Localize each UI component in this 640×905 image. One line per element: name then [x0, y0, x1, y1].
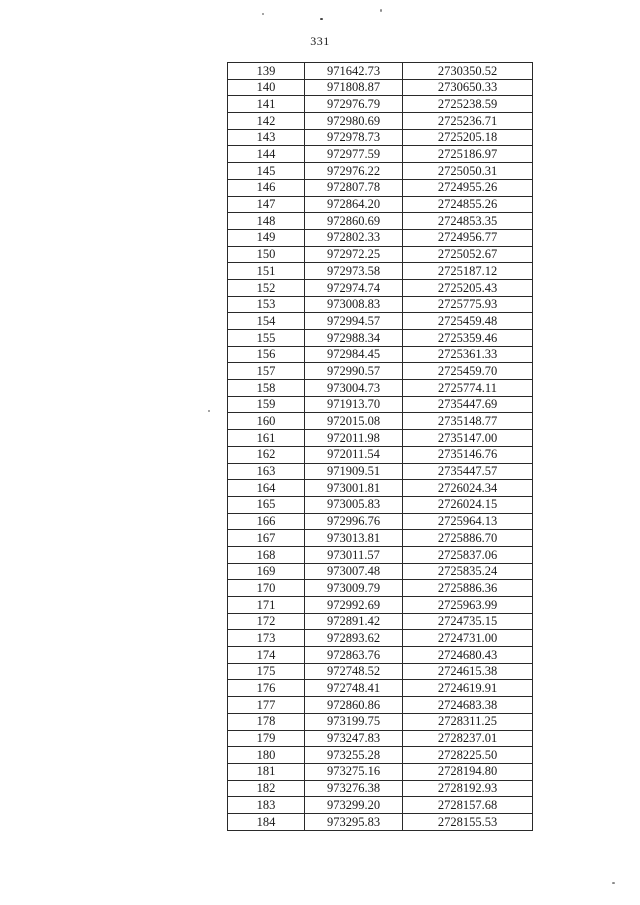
- y-coordinate-cell: 2725052.67: [403, 246, 533, 263]
- y-coordinate-cell: 2724731.00: [403, 630, 533, 647]
- x-coordinate-cell: 972891.42: [305, 613, 403, 630]
- x-coordinate-cell: 972011.54: [305, 446, 403, 463]
- table-row: [228, 496, 533, 513]
- x-coordinate-cell: 972973.58: [305, 263, 403, 280]
- x-coordinate-cell: 972864.20: [305, 196, 403, 213]
- table-row: [228, 630, 533, 647]
- table-row: [228, 346, 533, 363]
- table-row: [228, 430, 533, 447]
- table-row: [228, 396, 533, 413]
- y-coordinate-cell: 2728237.01: [403, 730, 533, 747]
- y-coordinate-cell: 2726024.34: [403, 480, 533, 497]
- y-coordinate-cell: 2728311.25: [403, 713, 533, 730]
- scan-speck: [612, 882, 615, 884]
- point-number-cell: 143: [228, 129, 305, 146]
- table-row: [228, 530, 533, 547]
- point-number-cell: 161: [228, 430, 305, 447]
- x-coordinate-cell: 971909.51: [305, 463, 403, 480]
- x-coordinate-cell: 972860.69: [305, 213, 403, 230]
- point-number-cell: 179: [228, 730, 305, 747]
- x-coordinate-cell: 973275.16: [305, 763, 403, 780]
- x-coordinate-cell: 972988.34: [305, 330, 403, 347]
- table-row: [228, 780, 533, 797]
- coordinate-table: [227, 62, 533, 831]
- point-number-cell: 166: [228, 513, 305, 530]
- y-coordinate-cell: 2724619.91: [403, 680, 533, 697]
- x-coordinate-cell: 973007.48: [305, 563, 403, 580]
- table-row: [228, 330, 533, 347]
- point-number-cell: 158: [228, 380, 305, 397]
- point-number-cell: 176: [228, 680, 305, 697]
- y-coordinate-cell: 2728155.53: [403, 813, 533, 830]
- point-number-cell: 150: [228, 246, 305, 263]
- point-number-cell: 167: [228, 530, 305, 547]
- y-coordinate-cell: 2725186.97: [403, 146, 533, 163]
- table-row: [228, 763, 533, 780]
- x-coordinate-cell: 972860.86: [305, 697, 403, 714]
- point-number-cell: 146: [228, 179, 305, 196]
- x-coordinate-cell: 972893.62: [305, 630, 403, 647]
- y-coordinate-cell: 2724855.26: [403, 196, 533, 213]
- point-number-cell: 140: [228, 79, 305, 96]
- point-number-cell: 178: [228, 713, 305, 730]
- table-row: [228, 129, 533, 146]
- table-row: [228, 697, 533, 714]
- point-number-cell: 144: [228, 146, 305, 163]
- x-coordinate-cell: 972994.57: [305, 313, 403, 330]
- point-number-cell: 162: [228, 446, 305, 463]
- point-number-cell: 156: [228, 346, 305, 363]
- x-coordinate-cell: 972863.76: [305, 647, 403, 664]
- point-number-cell: 183: [228, 797, 305, 814]
- scan-speck: [262, 13, 264, 15]
- y-coordinate-cell: 2725775.93: [403, 296, 533, 313]
- y-coordinate-cell: 2730350.52: [403, 63, 533, 80]
- x-coordinate-cell: 973008.83: [305, 296, 403, 313]
- y-coordinate-cell: 2725187.12: [403, 263, 533, 280]
- y-coordinate-cell: 2725459.70: [403, 363, 533, 380]
- y-coordinate-cell: 2725236.71: [403, 113, 533, 130]
- table-row: [228, 113, 533, 130]
- point-number-cell: 159: [228, 396, 305, 413]
- x-coordinate-cell: 973299.20: [305, 797, 403, 814]
- table-row: [228, 163, 533, 180]
- y-coordinate-cell: 2724615.38: [403, 663, 533, 680]
- table-row: [228, 747, 533, 764]
- table-row: [228, 146, 533, 163]
- table-row: [228, 597, 533, 614]
- x-coordinate-cell: 973247.83: [305, 730, 403, 747]
- point-number-cell: 154: [228, 313, 305, 330]
- table-row: [228, 480, 533, 497]
- table-row: [228, 713, 533, 730]
- y-coordinate-cell: 2735146.76: [403, 446, 533, 463]
- y-coordinate-cell: 2724735.15: [403, 613, 533, 630]
- table-row: [228, 813, 533, 830]
- table-row: [228, 613, 533, 630]
- point-number-cell: 155: [228, 330, 305, 347]
- x-coordinate-cell: 973001.81: [305, 480, 403, 497]
- y-coordinate-cell: 2725359.46: [403, 330, 533, 347]
- y-coordinate-cell: 2730650.33: [403, 79, 533, 96]
- point-number-cell: 153: [228, 296, 305, 313]
- point-number-cell: 163: [228, 463, 305, 480]
- page-number: 331: [310, 34, 330, 48]
- x-coordinate-cell: 972807.78: [305, 179, 403, 196]
- y-coordinate-cell: 2725963.99: [403, 597, 533, 614]
- table-row: [228, 363, 533, 380]
- point-number-cell: 182: [228, 780, 305, 797]
- point-number-cell: 184: [228, 813, 305, 830]
- table-row: [228, 580, 533, 597]
- y-coordinate-cell: 2725205.18: [403, 129, 533, 146]
- table-row: [228, 196, 533, 213]
- y-coordinate-cell: 2735447.57: [403, 463, 533, 480]
- point-number-cell: 173: [228, 630, 305, 647]
- y-coordinate-cell: 2725964.13: [403, 513, 533, 530]
- x-coordinate-cell: 972992.69: [305, 597, 403, 614]
- table-row: [228, 680, 533, 697]
- x-coordinate-cell: 972984.45: [305, 346, 403, 363]
- point-number-cell: 142: [228, 113, 305, 130]
- table-row: [228, 446, 533, 463]
- point-number-cell: 165: [228, 496, 305, 513]
- point-number-cell: 174: [228, 647, 305, 664]
- point-number-cell: 164: [228, 480, 305, 497]
- x-coordinate-cell: 972748.52: [305, 663, 403, 680]
- y-coordinate-cell: 2725774.11: [403, 380, 533, 397]
- y-coordinate-cell: 2724853.35: [403, 213, 533, 230]
- point-number-cell: 149: [228, 229, 305, 246]
- y-coordinate-cell: 2724680.43: [403, 647, 533, 664]
- x-coordinate-cell: 972972.25: [305, 246, 403, 263]
- x-coordinate-cell: 972011.98: [305, 430, 403, 447]
- table-row: [228, 563, 533, 580]
- point-number-cell: 148: [228, 213, 305, 230]
- table-row: [228, 513, 533, 530]
- point-number-cell: 177: [228, 697, 305, 714]
- x-coordinate-cell: 973009.79: [305, 580, 403, 597]
- x-coordinate-cell: 972976.79: [305, 96, 403, 113]
- x-coordinate-cell: 972748.41: [305, 680, 403, 697]
- x-coordinate-cell: 973295.83: [305, 813, 403, 830]
- table-row: [228, 730, 533, 747]
- scan-speck: [380, 9, 382, 12]
- x-coordinate-cell: 972978.73: [305, 129, 403, 146]
- x-coordinate-cell: 971808.87: [305, 79, 403, 96]
- point-number-cell: 141: [228, 96, 305, 113]
- y-coordinate-cell: 2725205.43: [403, 279, 533, 296]
- point-number-cell: 139: [228, 63, 305, 80]
- x-coordinate-cell: 973255.28: [305, 747, 403, 764]
- x-coordinate-cell: 972977.59: [305, 146, 403, 163]
- y-coordinate-cell: 2725050.31: [403, 163, 533, 180]
- point-number-cell: 180: [228, 747, 305, 764]
- table-row: [228, 213, 533, 230]
- y-coordinate-cell: 2735148.77: [403, 413, 533, 430]
- table-row: [228, 647, 533, 664]
- y-coordinate-cell: 2724683.38: [403, 697, 533, 714]
- table-row: [228, 263, 533, 280]
- table-row: [228, 179, 533, 196]
- table-row: [228, 96, 533, 113]
- point-number-cell: 152: [228, 279, 305, 296]
- point-number-cell: 160: [228, 413, 305, 430]
- y-coordinate-cell: 2728157.68: [403, 797, 533, 814]
- y-coordinate-cell: 2725886.70: [403, 530, 533, 547]
- point-number-cell: 151: [228, 263, 305, 280]
- coordinate-table-body: [228, 63, 533, 831]
- table-row: [228, 229, 533, 246]
- x-coordinate-cell: 972996.76: [305, 513, 403, 530]
- scan-speck: [320, 18, 323, 20]
- table-row: [228, 413, 533, 430]
- table-row: [228, 380, 533, 397]
- x-coordinate-cell: 973199.75: [305, 713, 403, 730]
- y-coordinate-cell: 2725238.59: [403, 96, 533, 113]
- y-coordinate-cell: 2725361.33: [403, 346, 533, 363]
- x-coordinate-cell: 972980.69: [305, 113, 403, 130]
- table-row: [228, 296, 533, 313]
- table-row: [228, 279, 533, 296]
- y-coordinate-cell: 2725835.24: [403, 563, 533, 580]
- x-coordinate-cell: 972802.33: [305, 229, 403, 246]
- point-number-cell: 181: [228, 763, 305, 780]
- x-coordinate-cell: 972990.57: [305, 363, 403, 380]
- x-coordinate-cell: 973013.81: [305, 530, 403, 547]
- table-row: [228, 546, 533, 563]
- x-coordinate-cell: 972015.08: [305, 413, 403, 430]
- table-row: [228, 663, 533, 680]
- point-number-cell: 157: [228, 363, 305, 380]
- table-row: [228, 797, 533, 814]
- table-row: [228, 246, 533, 263]
- table-row: [228, 79, 533, 96]
- y-coordinate-cell: 2726024.15: [403, 496, 533, 513]
- point-number-cell: 170: [228, 580, 305, 597]
- x-coordinate-cell: 973276.38: [305, 780, 403, 797]
- y-coordinate-cell: 2725886.36: [403, 580, 533, 597]
- y-coordinate-cell: 2724956.77: [403, 229, 533, 246]
- y-coordinate-cell: 2735447.69: [403, 396, 533, 413]
- table-row: [228, 313, 533, 330]
- y-coordinate-cell: 2725837.06: [403, 546, 533, 563]
- x-coordinate-cell: 973004.73: [305, 380, 403, 397]
- table-row: [228, 463, 533, 480]
- y-coordinate-cell: 2724955.26: [403, 179, 533, 196]
- y-coordinate-cell: 2728192.93: [403, 780, 533, 797]
- point-number-cell: 171: [228, 597, 305, 614]
- x-coordinate-cell: 972976.22: [305, 163, 403, 180]
- x-coordinate-cell: 973005.83: [305, 496, 403, 513]
- point-number-cell: 147: [228, 196, 305, 213]
- y-coordinate-cell: 2725459.48: [403, 313, 533, 330]
- x-coordinate-cell: 971642.73: [305, 63, 403, 80]
- y-coordinate-cell: 2728225.50: [403, 747, 533, 764]
- table-row: [228, 63, 533, 80]
- point-number-cell: 168: [228, 546, 305, 563]
- point-number-cell: 175: [228, 663, 305, 680]
- point-number-cell: 172: [228, 613, 305, 630]
- x-coordinate-cell: 971913.70: [305, 396, 403, 413]
- scan-speck: [208, 410, 210, 412]
- point-number-cell: 169: [228, 563, 305, 580]
- x-coordinate-cell: 973011.57: [305, 546, 403, 563]
- x-coordinate-cell: 972974.74: [305, 279, 403, 296]
- point-number-cell: 145: [228, 163, 305, 180]
- y-coordinate-cell: 2735147.00: [403, 430, 533, 447]
- y-coordinate-cell: 2728194.80: [403, 763, 533, 780]
